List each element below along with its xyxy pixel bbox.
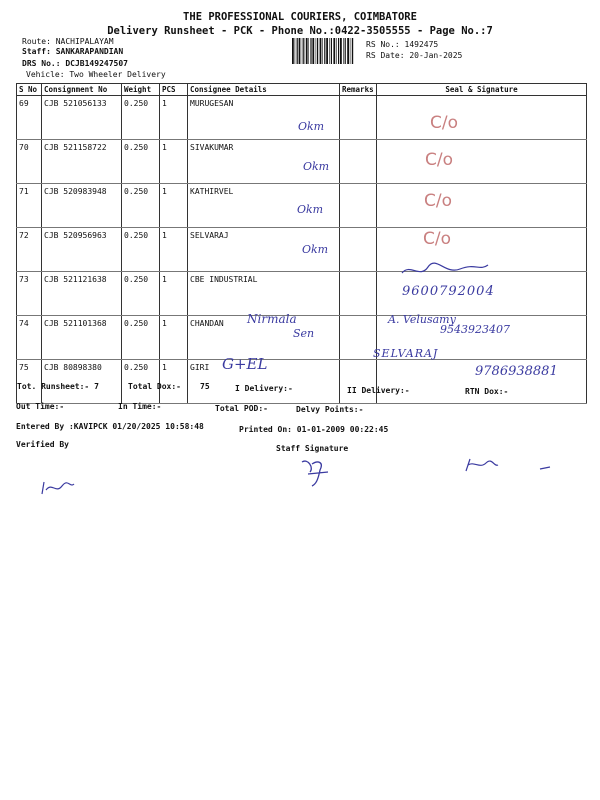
row-consignee: GIRI xyxy=(188,360,340,404)
handwritten-okm-70: Okm xyxy=(303,160,330,173)
handwritten-phone-75: 9786938881 xyxy=(475,364,558,379)
row-consignment: CJB 520956963 xyxy=(42,228,122,272)
row-consignee: CBE INDUSTRIAL xyxy=(188,272,340,316)
row-pcs: 1 xyxy=(160,96,188,140)
vehicle-label: Vehicle: Two Wheeler Delivery xyxy=(26,70,166,79)
table-row xyxy=(17,272,587,316)
row-consignee: SIVAKUMAR xyxy=(188,140,340,184)
tot-runsheet: Tot. Runsheet:- 7 xyxy=(17,382,99,391)
row-remarks xyxy=(340,140,377,184)
row-consignment: CJB 521056133 xyxy=(42,96,122,140)
row-pcs: 1 xyxy=(160,316,188,360)
row-weight: 0.250 xyxy=(122,140,160,184)
col-weight: Weight xyxy=(122,84,160,96)
row-sno: 75 xyxy=(17,360,42,404)
drs-label: DRS No.: DCJB149247507 xyxy=(22,59,128,68)
handwritten-receiver-75: SELVARAJ xyxy=(373,347,439,360)
handwritten-okm-69: Okm xyxy=(298,120,325,133)
row-pcs: 1 xyxy=(160,228,188,272)
row-remarks xyxy=(340,316,377,360)
handwritten-phone-74: 9543923407 xyxy=(440,323,510,336)
row-remarks xyxy=(340,272,377,316)
row-seal-signature xyxy=(377,184,587,228)
ii-delivery: II Delivery:- xyxy=(347,386,410,395)
row-weight: 0.250 xyxy=(122,96,160,140)
rtn-dox: RTN Dox:- xyxy=(465,387,509,396)
row-weight: 0.250 xyxy=(122,228,160,272)
supervisor-signature xyxy=(462,455,552,475)
row-pcs: 1 xyxy=(160,184,188,228)
row-sno: 73 xyxy=(17,272,42,316)
row-weight: 0.250 xyxy=(122,316,160,360)
barcode xyxy=(292,38,354,64)
row-remarks xyxy=(340,96,377,140)
total-pod: Total POD:- xyxy=(215,404,268,413)
handwritten-receiver-74: A. Velusamy xyxy=(388,313,456,326)
row-sno: 74 xyxy=(17,316,42,360)
rs-number: RS No.: 1492475 xyxy=(366,40,439,49)
staff-signature-label: Staff Signature xyxy=(276,444,349,453)
runsheet-subtitle: Delivery Runsheet - PCK - Phone No.:0422-3505555 - Page No.:7 xyxy=(107,25,493,37)
col-pcs: PCS xyxy=(160,84,188,96)
handwritten-okm-71: Okm xyxy=(297,203,324,216)
row-consignee: MURUGESAN xyxy=(188,96,340,140)
handwritten-co-69: C/o xyxy=(430,113,458,133)
row-seal-signature xyxy=(377,96,587,140)
handwritten-co-71: C/o xyxy=(424,191,452,211)
verifier-signature xyxy=(38,478,78,498)
row-consignee: CHANDAN xyxy=(188,316,340,360)
handwritten-sub-74: Sen xyxy=(293,327,315,340)
row-consignee: KATHIRVEL xyxy=(188,184,340,228)
row-weight: 0.250 xyxy=(122,272,160,316)
handwritten-name-75: G+EL xyxy=(222,355,268,373)
col-remarks: Remarks xyxy=(340,84,377,96)
row-consignment: CJB 521158722 xyxy=(42,140,122,184)
row-pcs: 1 xyxy=(160,140,188,184)
staff-label: Staff: SANKARAPANDIAN xyxy=(22,47,124,56)
printed-on: Printed On: 01-01-2009 00:22:45 xyxy=(239,425,389,434)
row-consignment: CJB 521121638 xyxy=(42,272,122,316)
row-consignment: CJB 520983948 xyxy=(42,184,122,228)
staff-signature xyxy=(298,456,338,488)
out-time: Out Time:- xyxy=(16,402,65,411)
table-header xyxy=(17,84,587,96)
col-seal-signature: Seal & Signature xyxy=(377,84,587,96)
table-row xyxy=(17,140,587,184)
row-weight: 0.250 xyxy=(122,360,160,404)
row-sno: 69 xyxy=(17,96,42,140)
row-remarks xyxy=(340,184,377,228)
i-delivery: I Delivery:- xyxy=(235,384,293,393)
route-label: Route: NACHIPALAYAM xyxy=(22,37,114,46)
rs-date: RS Date: 20-Jan-2025 xyxy=(366,51,463,60)
in-time: In Time:- xyxy=(118,402,162,411)
entered-by: Entered By :KAVIPCK 01/20/2025 10:58:48 xyxy=(16,422,204,431)
row-consignee: SELVARAJ xyxy=(188,228,340,272)
handwritten-name-74: Nirmala xyxy=(247,312,297,326)
delvy-points: Delvy Points:- xyxy=(296,405,364,414)
row-sno: 71 xyxy=(17,184,42,228)
col-consignee: Consignee Details xyxy=(188,84,340,96)
signature-73 xyxy=(400,259,490,281)
handwritten-phone-73: 9600792004 xyxy=(402,284,495,299)
row-pcs: 1 xyxy=(160,360,188,404)
row-consignment: CJB 80898380 xyxy=(42,360,122,404)
total-dox-value: 75 xyxy=(200,382,210,391)
handwritten-okm-72: Okm xyxy=(302,243,329,256)
row-consignment: CJB 521101368 xyxy=(42,316,122,360)
verified-by: Verified By xyxy=(16,440,69,449)
row-seal-signature xyxy=(377,140,587,184)
row-remarks xyxy=(340,360,377,404)
total-dox-label: Total Dox:- xyxy=(128,382,181,391)
handwritten-co-72: C/o xyxy=(423,229,451,249)
row-remarks xyxy=(340,228,377,272)
company-title: THE PROFESSIONAL COURIERS, COIMBATORE xyxy=(183,11,417,23)
row-sno: 70 xyxy=(17,140,42,184)
row-sno: 72 xyxy=(17,228,42,272)
handwritten-co-70: C/o xyxy=(425,150,453,170)
col-sno: S No xyxy=(17,84,42,96)
row-pcs: 1 xyxy=(160,272,188,316)
col-consignment: Consignment No xyxy=(42,84,122,96)
row-weight: 0.250 xyxy=(122,184,160,228)
